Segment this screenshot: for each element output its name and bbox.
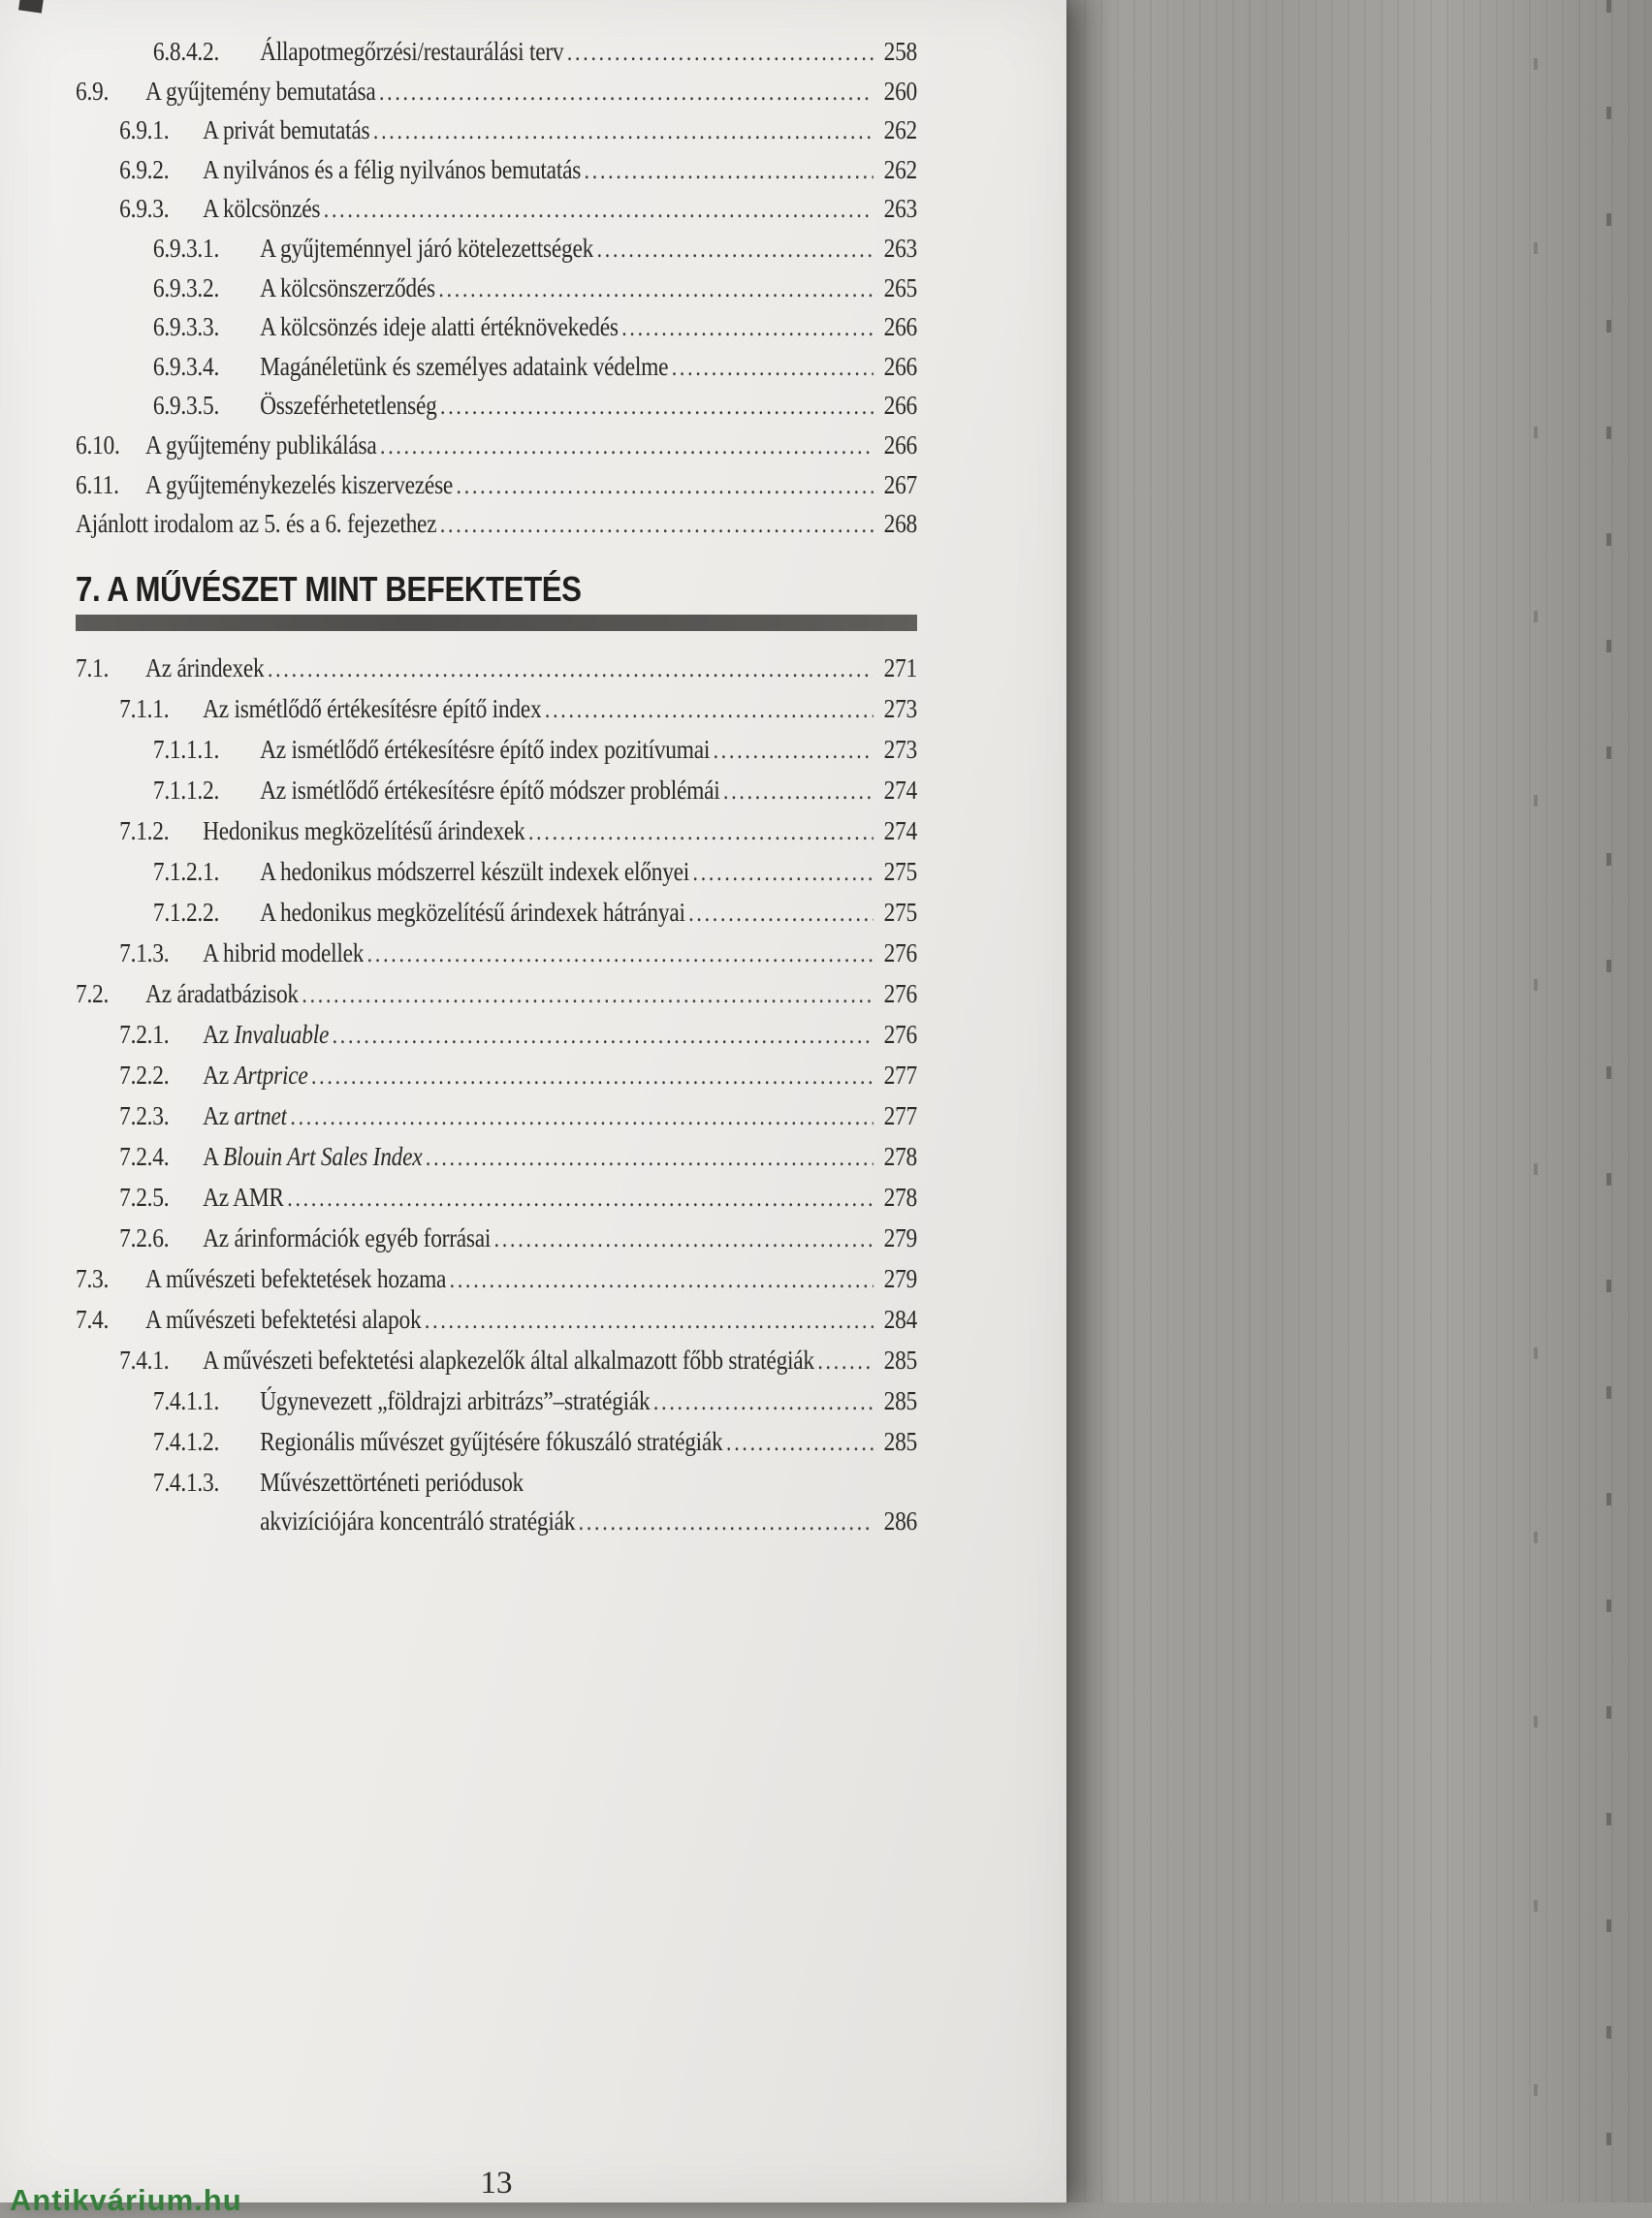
toc-entry-title: A hedonikus módszerrel készült indexek előnyei xyxy=(260,856,690,886)
toc-entry-page: 275 xyxy=(883,856,917,886)
dot-leader xyxy=(320,190,874,230)
toc-entry-page: 266 xyxy=(883,391,917,421)
toc-entry-title: A kölcsönzés ideje alatti értéknövekedés xyxy=(260,312,619,342)
toc-entry xyxy=(76,1463,917,1502)
toc-entry-page: 275 xyxy=(883,897,917,927)
toc-entry-page: 278 xyxy=(883,1182,917,1212)
toc-entry-page: 285 xyxy=(883,1385,917,1415)
toc-entry-title: A privát bemutatás xyxy=(203,115,370,145)
toc-entry xyxy=(76,934,917,974)
toc-entry-title: A gyűjtemény bemutatása xyxy=(145,76,376,106)
dot-leader xyxy=(375,73,873,112)
toc-entry-number: 6.8.4.2. xyxy=(152,37,220,66)
dot-leader xyxy=(720,771,874,811)
toc-entry-page: 284 xyxy=(883,1304,917,1334)
toc-entry xyxy=(76,33,917,73)
toc-entry-page: 286 xyxy=(883,1505,917,1536)
dot-leader xyxy=(710,730,874,771)
toc-entry xyxy=(76,893,917,934)
dot-leader xyxy=(436,505,874,545)
toc-entry-title: Az áradatbázisok xyxy=(145,978,299,1008)
toc-entry xyxy=(76,230,917,269)
toc-entry-page: 266 xyxy=(883,312,917,342)
dot-leader xyxy=(446,1259,874,1300)
toc-entry xyxy=(76,1259,917,1300)
dot-leader xyxy=(581,151,874,191)
toc-entry-page: 277 xyxy=(883,1060,917,1090)
toc-entry-page: 285 xyxy=(883,1426,917,1456)
dot-leader xyxy=(369,111,873,151)
toc-entry-title: A gyűjteménnyel járó kötelezettségek xyxy=(260,233,594,263)
toc-entry-number: 7.1.1.2. xyxy=(152,775,220,805)
dot-leader xyxy=(453,466,874,506)
toc-entry-title: Művészettörténeti periódusok xyxy=(260,1467,524,1497)
toc-entry-page: 260 xyxy=(883,76,917,106)
toc-entry-title: A hedonikus megközelítésű árindexek hátrányai xyxy=(260,897,685,927)
toc-section-7 xyxy=(76,649,917,1542)
toc-entry-title-italic: Blouin Art Sales Index xyxy=(223,1141,423,1171)
toc-entry-number: 7.2.2. xyxy=(119,1060,170,1090)
toc-entry-title: Összeférhetetlenség xyxy=(260,391,437,421)
toc-entry-number: 7.4.1.3. xyxy=(152,1467,220,1497)
dot-leader xyxy=(491,1219,874,1259)
toc-entry xyxy=(76,689,917,730)
dot-leader xyxy=(814,1341,874,1381)
toc-entry-page: 276 xyxy=(883,937,917,967)
toc-entry-title: Az AMR xyxy=(203,1182,284,1212)
toc-entry-title: A nyilvános és a félig nyilvános bemutatás xyxy=(203,154,582,184)
toc-entry-title: A művészeti befektetések hozama xyxy=(145,1263,447,1293)
toc-entry xyxy=(76,811,917,852)
page-number-footer: 13 xyxy=(480,2166,513,2201)
dot-leader xyxy=(264,649,873,689)
toc-entry-page: 278 xyxy=(883,1141,917,1171)
toc-entry-number: 7.1.2.1. xyxy=(152,856,220,886)
toc-entry-title: Állapotmegőrzési/restaurálási terv xyxy=(260,37,564,66)
toc-entry-page: 263 xyxy=(883,194,917,224)
chapter-heading-bar xyxy=(76,615,917,631)
toc-entry-title: Az Artprice xyxy=(203,1060,308,1090)
toc-entry-number: 7.3. xyxy=(76,1263,110,1293)
toc-entry xyxy=(76,1422,917,1463)
toc-entry-title: Regionális művészet gyűjtésére fókuszáló stratégiák xyxy=(260,1426,723,1456)
toc-entry-number: 6.9. xyxy=(76,76,110,106)
dot-leader xyxy=(422,1137,873,1178)
dot-leader xyxy=(299,974,874,1015)
toc-entry-title: A művészeti befektetési alapkezelők által alkalmazott főbb stratégiák xyxy=(203,1345,814,1375)
dot-leader xyxy=(575,1502,874,1542)
toc-entry-page: 276 xyxy=(883,1019,917,1049)
toc-entry xyxy=(76,308,917,348)
dot-leader xyxy=(435,269,874,309)
toc-entry-page: 274 xyxy=(883,775,917,805)
toc-entry-number: 7.1.1.1. xyxy=(152,734,220,764)
toc-entry-number: 6.10. xyxy=(76,429,120,459)
toc-entry-page: 265 xyxy=(883,272,917,302)
scan-artifact-mark xyxy=(18,0,44,14)
toc-entry-page: 266 xyxy=(883,351,917,381)
toc-entry-number: 7.2.3. xyxy=(119,1100,170,1130)
toc-entry-title: akvizíciójára koncentráló stratégiák xyxy=(260,1505,576,1536)
toc-entry-number: 7.1. xyxy=(76,652,110,682)
toc-entry-title: Az árindexek xyxy=(145,652,265,682)
toc-entry xyxy=(76,1096,917,1137)
toc-entry-number: 7.2.6. xyxy=(119,1222,170,1252)
dot-leader xyxy=(723,1422,874,1463)
toc-entry-number: 7.1.2.2. xyxy=(152,897,220,927)
toc-entry-title: Ajánlott irodalom az 5. és a 6. fejezethez xyxy=(76,509,437,539)
toc-entry-title-italic: Invaluable xyxy=(234,1019,330,1049)
scan-edge-marks xyxy=(1606,0,1611,2202)
toc-entry-number: 7.2.5. xyxy=(119,1182,170,1212)
toc-entry xyxy=(76,190,917,230)
toc-entry-number: 7.2.4. xyxy=(119,1141,170,1171)
toc-entry-title: A gyűjtemény publikálása xyxy=(145,429,377,459)
scan-background-edge xyxy=(1051,0,1652,2202)
dot-leader xyxy=(364,934,874,974)
toc-entry-title: Az árinformációk egyéb forrásai xyxy=(203,1222,492,1252)
toc-entry xyxy=(76,1300,917,1341)
toc-entry-page: 279 xyxy=(883,1263,917,1293)
toc-entry xyxy=(76,505,917,545)
toc-entry-title: A gyűjteménykezelés kiszervezése xyxy=(145,469,454,499)
dot-leader xyxy=(668,348,874,388)
toc-entry xyxy=(76,1056,917,1096)
dot-leader xyxy=(619,308,874,348)
toc-entry-title: A kölcsönszerződés xyxy=(260,272,435,302)
toc-entry-title: Az ismétlődő értékesítésre építő index xyxy=(203,693,542,723)
toc-entry-number: 6.9.3.3. xyxy=(152,312,220,342)
toc-entry-number: 7.1.3. xyxy=(119,937,170,967)
toc-entry-title: Az Invaluable xyxy=(203,1019,330,1049)
toc-entry xyxy=(76,427,917,466)
dot-leader xyxy=(689,852,874,893)
toc-entry-number: 6.9.2. xyxy=(119,154,170,184)
dot-leader xyxy=(563,33,874,73)
toc-entry-number: 7.4.1. xyxy=(119,1345,170,1375)
toc-entry-number: 7.4.1.2. xyxy=(152,1426,220,1456)
toc-entry-number: 7.1.2. xyxy=(119,815,170,845)
toc-entry xyxy=(76,730,917,771)
toc-entry-title: A kölcsönzés xyxy=(203,194,321,224)
toc-entry-number: 6.9.3.4. xyxy=(152,351,220,381)
toc-entry-page: 279 xyxy=(883,1222,917,1252)
toc-entry-page: 262 xyxy=(883,115,917,145)
toc-entry-number: 6.11. xyxy=(76,469,119,499)
dot-leader xyxy=(287,1096,874,1137)
toc-entry xyxy=(76,1178,917,1219)
dot-leader xyxy=(541,689,873,730)
toc-entry-title: Az ismétlődő értékesítésre építő módszer problémái xyxy=(260,775,720,805)
toc-entry-continuation xyxy=(76,1502,917,1542)
toc-entry-title: Magánéletünk és személyes adataink védelme xyxy=(260,351,669,381)
chapter-7-heading: 7. A MŰVÉSZET MINT BEFEKTETÉS xyxy=(76,568,582,609)
dot-leader xyxy=(593,230,874,269)
toc-entry-title-italic: Artprice xyxy=(234,1060,308,1090)
toc-entry-number: 7.4.1.1. xyxy=(152,1385,220,1415)
toc-entry-number: 7.2.1. xyxy=(119,1019,170,1049)
dot-leader xyxy=(329,1015,874,1056)
dot-leader xyxy=(284,1178,874,1219)
toc-entry-page: 277 xyxy=(883,1100,917,1130)
toc-entry-page: 268 xyxy=(883,509,917,539)
toc-entry-title: A hibrid modellek xyxy=(203,937,365,967)
toc-entry xyxy=(76,771,917,811)
toc-entry xyxy=(76,852,917,893)
toc-entry-title-italic: artnet xyxy=(234,1100,287,1130)
toc-entry-page: 266 xyxy=(883,429,917,459)
toc-entry xyxy=(76,1341,917,1381)
toc-entry-title: A Blouin Art Sales Index xyxy=(203,1141,423,1171)
toc-entry-title: Úgynevezett „földrajzi arbitrázs”–stratégiák xyxy=(260,1385,651,1415)
toc-entry-number: 7.4. xyxy=(76,1304,110,1334)
table-of-contents xyxy=(76,33,917,1542)
toc-entry-number: 6.9.3.1. xyxy=(152,233,220,263)
toc-entry xyxy=(76,348,917,388)
toc-entry xyxy=(76,151,917,191)
toc-entry xyxy=(76,1015,917,1056)
toc-entry xyxy=(76,269,917,309)
toc-entry-number: 7.2. xyxy=(76,978,110,1008)
dot-leader xyxy=(421,1300,873,1341)
toc-entry-number: 6.9.1. xyxy=(119,115,170,145)
toc-entry xyxy=(76,974,917,1015)
toc-entry xyxy=(76,1137,917,1178)
toc-entry-number: 6.9.3.5. xyxy=(152,391,220,421)
toc-entry-page: 274 xyxy=(883,815,917,845)
toc-entry-page: 276 xyxy=(883,978,917,1008)
dot-leader xyxy=(377,427,874,466)
dot-leader xyxy=(525,811,874,852)
toc-entry xyxy=(76,111,917,151)
scan-edge-marks-2 xyxy=(1534,0,1538,2202)
toc-entry-number: 7.1.1. xyxy=(119,693,170,723)
toc-entry-page: 262 xyxy=(883,154,917,184)
antikvarium-watermark: Antikvárium.hu xyxy=(10,2183,242,2217)
toc-entry-number: 6.9.3. xyxy=(119,194,170,224)
toc-entry xyxy=(76,649,917,689)
toc-entry xyxy=(76,73,917,112)
toc-entry-title: Az ismétlődő értékesítésre építő index pozitívumai xyxy=(260,734,711,764)
toc-entry xyxy=(76,1219,917,1259)
toc-entry-page: 285 xyxy=(883,1345,917,1375)
toc-entry-title: Az artnet xyxy=(203,1100,287,1130)
dot-leader xyxy=(685,893,874,934)
toc-entry-title: Hedonikus megközelítésű árindexek xyxy=(203,815,525,845)
dot-leader xyxy=(308,1056,874,1096)
toc-entry-number: 6.9.3.2. xyxy=(152,272,220,302)
toc-entry xyxy=(76,466,917,506)
toc-entry-page: 273 xyxy=(883,734,917,764)
toc-section-6 xyxy=(76,33,917,545)
toc-entry xyxy=(76,387,917,427)
toc-entry-page: 267 xyxy=(883,469,917,499)
dot-leader xyxy=(437,387,874,427)
toc-entry-page: 263 xyxy=(883,233,917,263)
toc-entry-title: A művészeti befektetési alapok xyxy=(145,1304,422,1334)
toc-entry-page: 258 xyxy=(883,37,917,66)
toc-entry xyxy=(76,1381,917,1422)
toc-entry-page: 273 xyxy=(883,693,917,723)
toc-entry-page: 271 xyxy=(883,652,917,682)
dot-leader xyxy=(650,1381,873,1422)
